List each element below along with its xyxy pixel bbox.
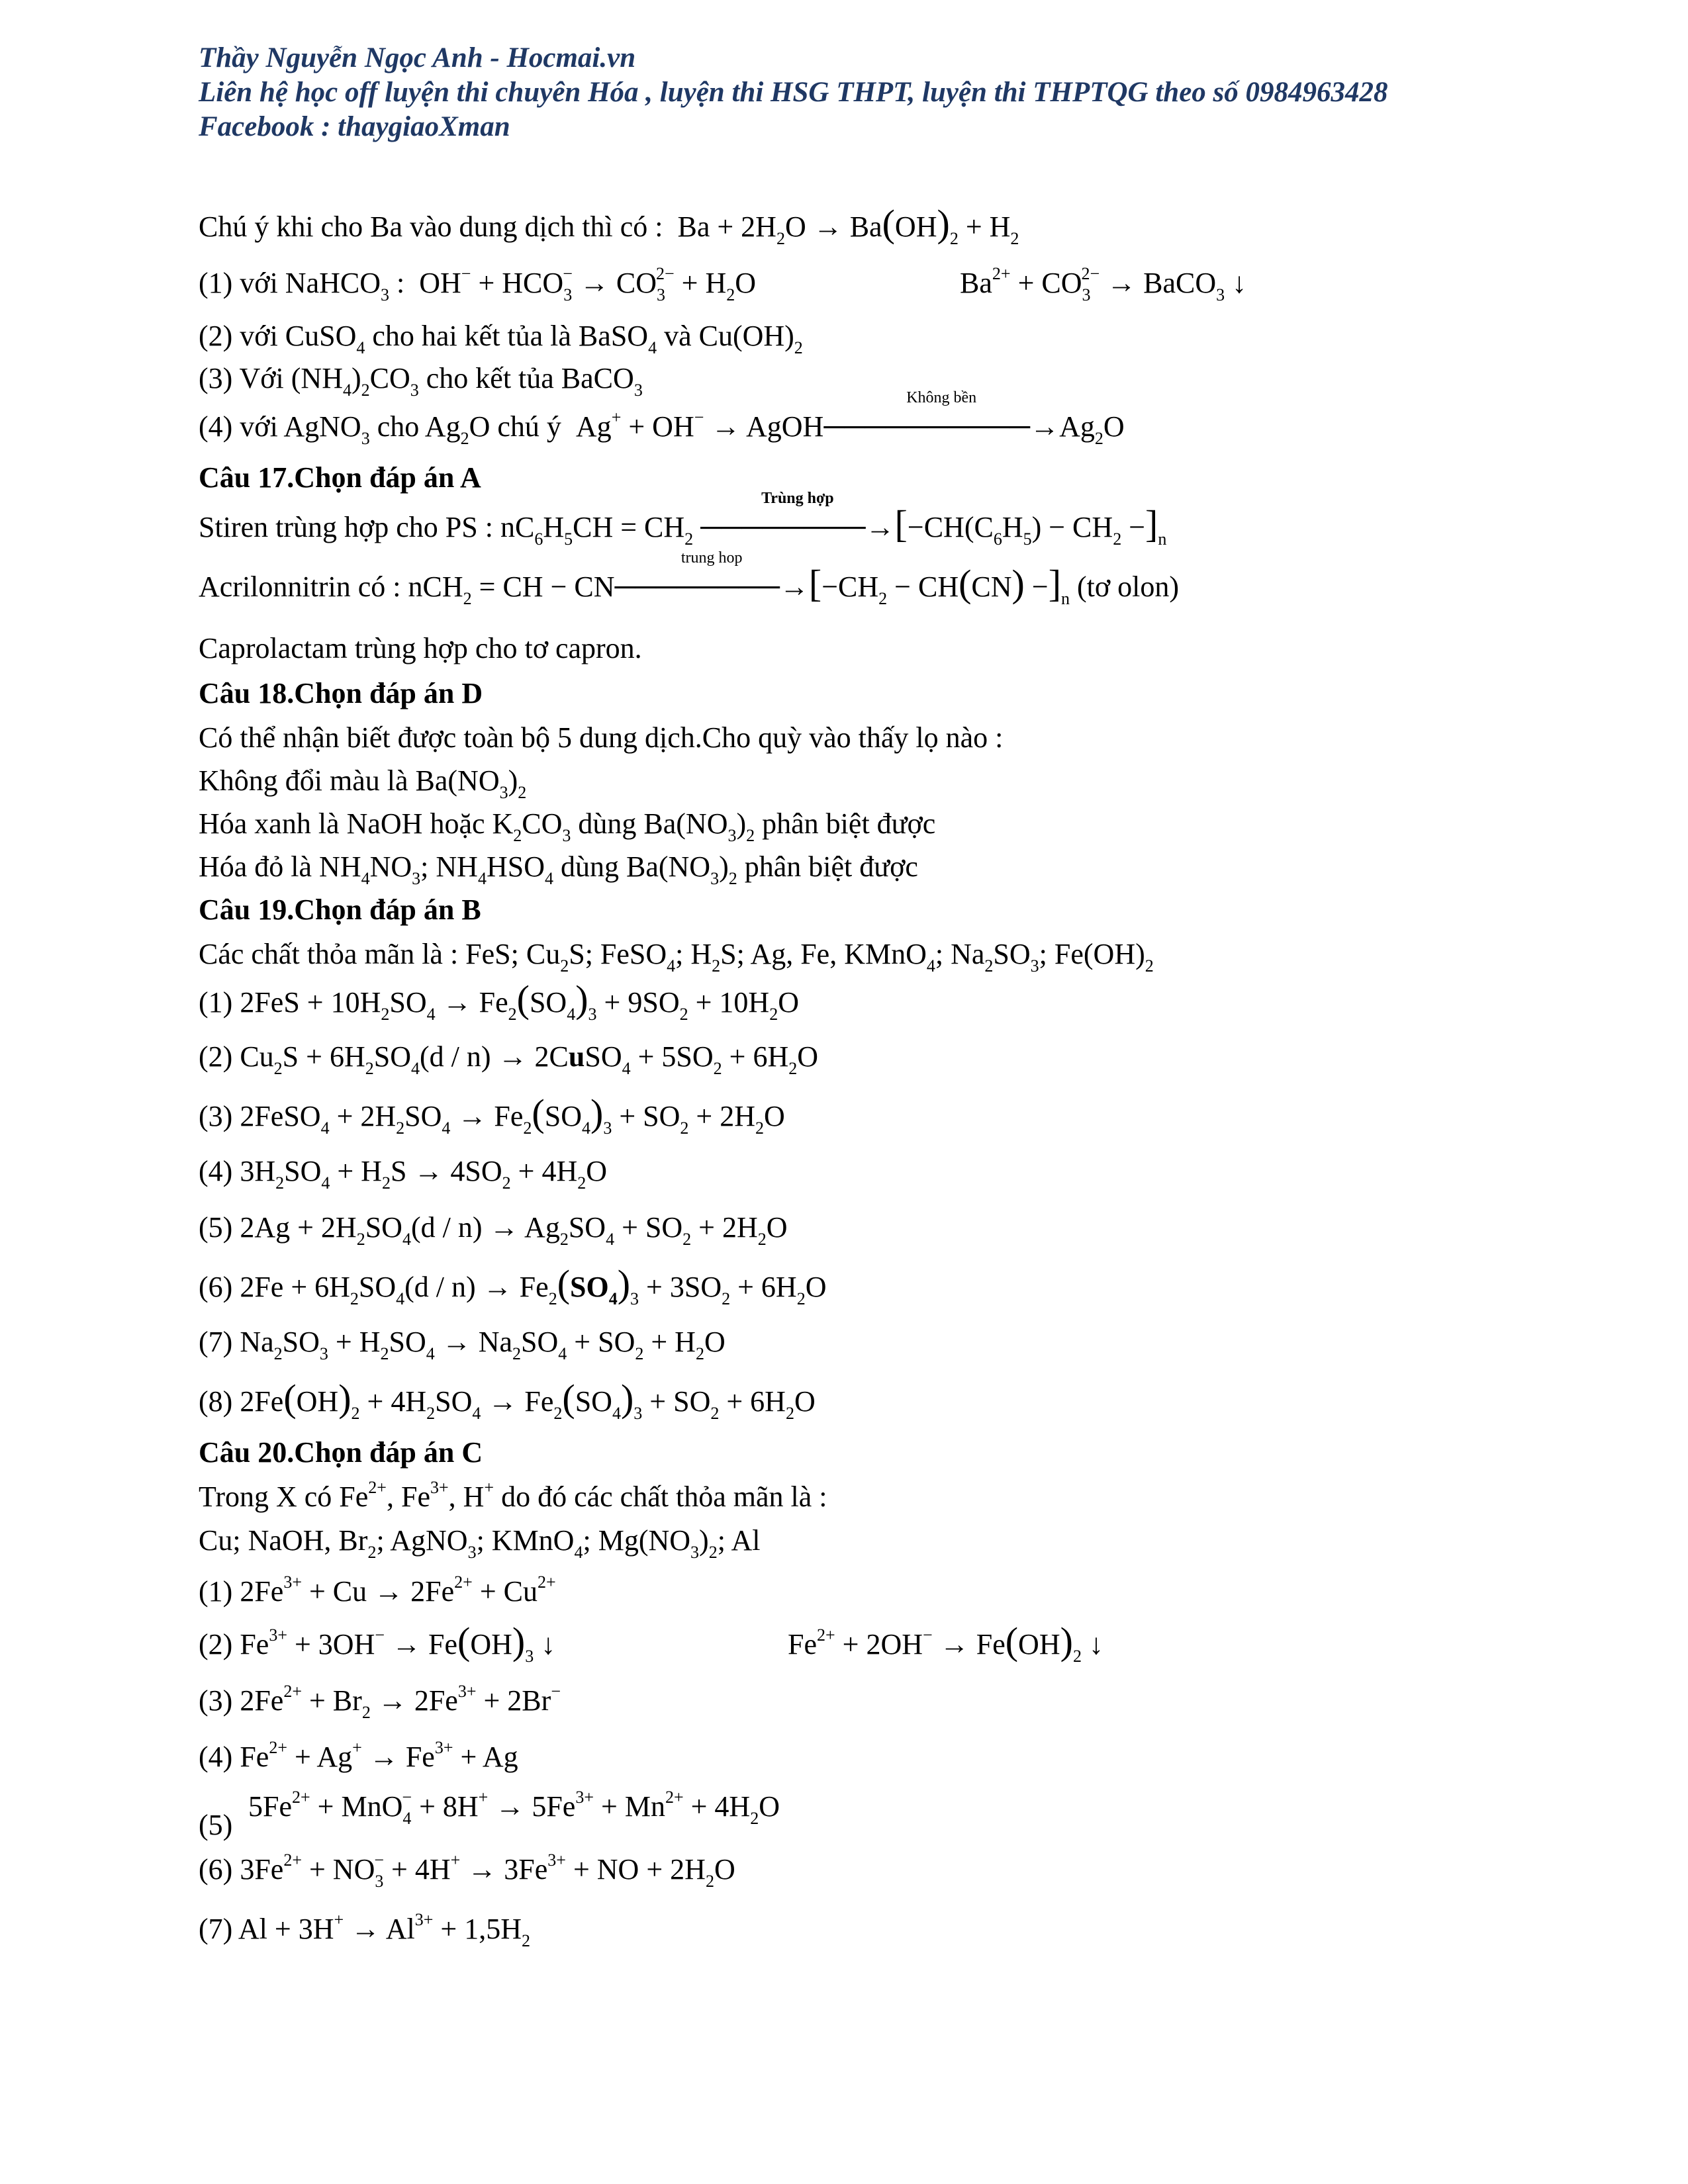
q18-title: Câu 18.Chọn đáp án D — [199, 677, 483, 709]
q20-eq-1: (1) $2Fe^{3+} + Cu \to 2Fe^{2+} + Cu^{2+}$ — [199, 1572, 556, 1608]
q18-line-2: Không đổi màu là $Ba(NO_3)_2$ — [199, 764, 527, 802]
q20-eq-6: (6) $3Fe^{2+} + NO_3^- + 4H^+ \to 3Fe^{3+}$ + NO + $2H_2O$ — [199, 1850, 735, 1891]
q17-title: Câu 17.Chọn đáp án A — [199, 461, 481, 494]
q20-num-5: (5) — [199, 1809, 233, 1841]
q18-line-3: Hóa xanh là NaOH hoặc $K_2CO_3$ dùng $Ba(NO_3)_2$ phân biệt được — [199, 807, 936, 845]
q17-line-2: Acrilonnitrin có : nCH$_2$ = CH − CN trung hop $────────\to[-CH_2 - CH(CN) -]_n$ (tơ olon) — [199, 549, 1180, 608]
q20-eq-5: $5Fe^{2+} + MnO_4^- + 8H^+ \to 5Fe^{3+} + Mn^{2+} + 4H_2O$ — [248, 1788, 780, 1828]
q17-line-1: Stiren trùng hợp cho PS : $nC_6H_5CH = CH_2$ Trùng hợp $────────\to[-CH(C_6H_5) - CH_2 -]_n$ — [199, 490, 1167, 549]
intro-text: Chú ý khi cho Ba vào dung dịch thì có : — [199, 210, 663, 243]
q20-title: Câu 20.Chọn đáp án C — [199, 1436, 483, 1469]
q19-eq-4: (4) $3H_2SO_4 + H_2S \to 4SO_2 + 4H_2O$ — [199, 1155, 608, 1193]
q19-eq-6: (6) $2Fe + 6H_2SO_4(d / n) \to Fe_2(SO_4)_3 + 3SO_2 + 6H_2O$ — [199, 1262, 827, 1308]
header-author: Thầy Nguyễn Ngọc Anh - Hocmai.vn — [199, 42, 636, 73]
arrow-unstable: Không bền ──────────→ — [823, 389, 1060, 443]
q19-eq-2: (2) $Cu_2S + 6H_2SO_4(d / n)$ → 2CuSO$_4$ + $5SO_2 + 6H_2O$ — [199, 1040, 819, 1078]
q20-eq-4: (4) $Fe^{2+} + Ag^+ \to Fe^{3+} + Ag$ — [199, 1738, 518, 1773]
q16-eq-1: $OH^- + HCO_3^- \to CO_3^{2-} + H_2O$ — [412, 264, 757, 304]
q20-line-1: Trong X có $Fe^{2+}$, $Fe^{3+}$, H+ do đó các chất thỏa mãn là : — [199, 1478, 827, 1513]
q20-line-2: Cu; NaOH, $Br_2$; AgNO$_3$; KMnO$_4$; $Mg(NO_3)_2$; Al — [199, 1524, 761, 1562]
q19-eq-7: (7) $Na_2SO_3 + H_2SO_4 \to Na_2SO_4 + SO_2 + H_2O$ — [199, 1326, 726, 1363]
q20-eq-2: (2) $Fe^{3+} + 3OH^- \to Fe(OH)_3$ ↓ — [199, 1619, 556, 1666]
q20-eq-2b: $Fe^{2+} + 2OH^- \to Fe(OH)_2$ ↓ — [788, 1619, 1103, 1666]
q19-title: Câu 19.Chọn đáp án B — [199, 893, 481, 926]
q18-line-4: Hóa đỏ là $NH_4NO_3$; $NH_4HSO_4$ dùng $Ba(NO_3)_2$ phân biệt được — [199, 850, 918, 888]
q16-item-4: (4) với AgNO$_3$ cho $Ag_2O$ chú ý Ag+ + OH− → AgOH Không bền $──────────\to Ag_2O$ — [199, 389, 1125, 448]
header-contact: Liên hệ học off luyện thi chuyên Hóa , luyện thi HSG THPT, luyện thi THPTQG theo số 0984963428 — [199, 77, 1388, 108]
intro-equation: $Ba + 2H_2O \to Ba(OH)_2 + H_2$ — [670, 202, 1019, 248]
intro-line — [199, 204, 1019, 247]
header-facebook: Facebook : thaygiaoXman — [199, 111, 510, 142]
q20-eq-7: (7) $Al + 3H^+ \to Al^{3+} + 1,5H_2$ — [199, 1910, 530, 1950]
q19-substances: Các chất thỏa mãn là : FeS; $Cu_2S$; FeSO$_4$; $H_2S$; Ag, Fe, KMnO$_4$; $Na_2SO_3$; $Fe(OH)_2$ — [199, 938, 1154, 976]
arrow-polymerize-2: trung hop ────────→ — [614, 549, 809, 603]
q17-line-3: Caprolactam trùng hợp cho tơ capron. — [199, 632, 642, 664]
q16-item-1: (1) với NaHCO$_3$ : $OH^- + HCO_3^- \to CO_3^{2-} + H_2O$ — [199, 264, 757, 304]
q19-eq-8: (8) $2Fe(OH)_2 + 4H_2SO_4 \to Fe_2(SO_4)_3 + SO_2 + 6H_2O$ — [199, 1377, 816, 1423]
q16-item-2: (2) với CuSO$_4$ cho hai kết tủa là BaSO$_4$ và $Cu(OH)_2$ — [199, 320, 803, 357]
q16-item-3: (3) Với $(NH_4)_2CO_3$ cho kết tủa BaCO$_3$ — [199, 362, 643, 400]
arrow-polymerize: Trùng hợp ────────→ — [700, 490, 895, 543]
q19-eq-3: (3) 2FeSO$_4$ + $2H_2SO_4 \to Fe_2(SO_4)_3 + SO_2 + 2H_2O$ — [199, 1091, 785, 1138]
q16-eq-1b: $Ba^{2+} + CO_3^{2-}$ → BaCO$_3$ ↓ — [960, 264, 1247, 304]
q19-eq-1: (1) $2FeS + 10H_2SO_4 \to Fe_2(SO_4)_3 + 9SO_2 + 10H_2O$ — [199, 978, 799, 1024]
q19-eq-5: (5) $2Ag + 2H_2SO_4(d / n) \to Ag_2SO_4 + SO_2 + 2H_2O$ — [199, 1211, 788, 1249]
q20-eq-3: (3) $2Fe^{2+} + Br_2 \to 2Fe^{3+} + 2Br^-$ — [199, 1682, 561, 1722]
q18-line-1: Có thể nhận biết được toàn bộ 5 dung dịch.Cho quỳ vào thấy lọ nào : — [199, 721, 1004, 754]
